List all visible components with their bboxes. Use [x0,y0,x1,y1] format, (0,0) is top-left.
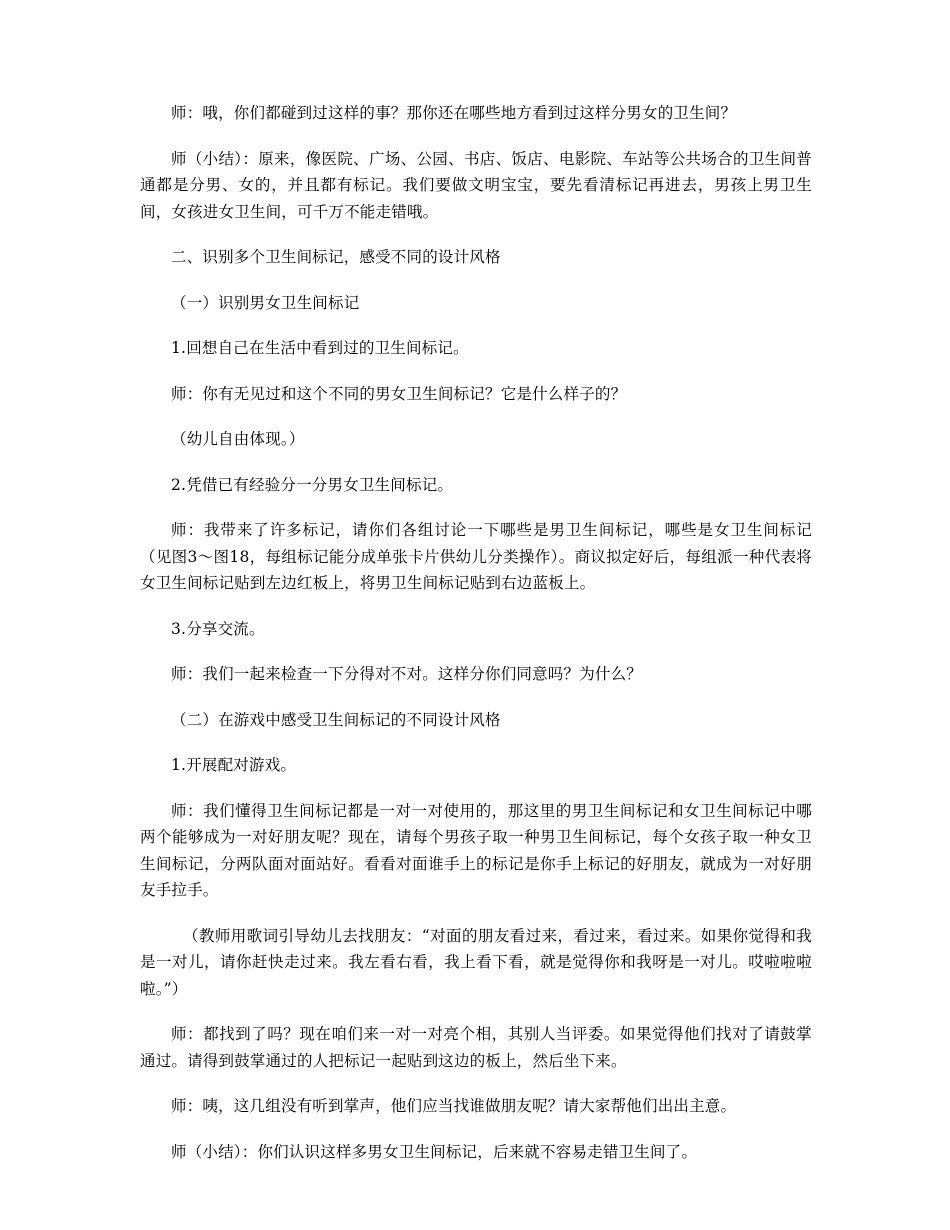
paragraph-teacher-instruction: 师：我带来了许多标记，请你们各组讨论一下哪些是男卫生间标记，哪些是女卫生间标记（见图3～图18，每组标记能分成单张卡片供幼儿分类操作）。商议拟定好后，每组派一种代表将女卫生间标记贴到左边红板上，将男卫生间标记贴到右边蓝板上。 [140,521,812,592]
step-heading: 2.凭借已有经验分一分男女卫生间标记。 [171,475,454,494]
step-heading: 1.回想自己在生活中看到过的卫生间标记。 [171,339,469,357]
paragraph-note: （幼儿自由体现。） [171,430,305,448]
paragraph-teacher-question: 师：你有无见过和这个不同的男女卫生间标记？它是什么样子的？ [171,384,627,403]
paragraph-teacher-instruction: 师：我们懂得卫生间标记都是一对一对使用的，那这里的男卫生间标记和女卫生间标记中哪两个能够成为一对好朋友呢？现在，请每个男孩子取一种男卫生间标记，每个女孩子取一种女卫生间标记，分两队面对面站好。看看对面谁手上的标记是你手上标记的好朋友，就成为一对好朋友手拉手。 [140,801,812,899]
subsection-heading: （二）在游戏中感受卫生间标记的不同设计风格 [171,710,501,729]
paragraph-teacher-instruction: 师：都找到了吗？现在咱们来一对一对亮个相，其别人当评委。如果觉得他们找对了请鼓掌通过。请得到鼓掌通过的人把标记一起贴到这边的板上，然后坐下来。 [140,1025,812,1070]
paragraph-teacher-question: 师：咦，这几组没有听到掌声，他们应当找谁做朋友呢？请大家帮他们出出主意。 [171,1097,737,1115]
step-heading: 1.开展配对游戏。 [171,756,297,774]
section-heading: 二、识别多个卫生间标记，感受不同的设计风格 [171,248,501,266]
subsection-heading: （一）识别男女卫生间标记 [171,293,360,312]
step-heading: 3.分享交流。 [171,619,265,638]
paragraph-teacher-summary: 师（小结）：原来，像医院、广场、公园、书店、饭店、电影院、车站等公共场合的卫生间普通都是分男、女的，并且都有标记。我们要做文明宝宝，要先看清标记再进去，男孩上男卫生间，女孩进女卫生间，可千万不能走错哦。 [140,149,812,221]
document-body [140,100,812,1184]
paragraph-teacher-summary: 师（小结）：你们认识这样多男女卫生间标记，后来就不容易走错卫生间了。 [171,1142,698,1161]
paragraph-teacher-question: 师：我们一起来检查一下分得对不对。这样分你们同意吗？为什么？ [171,665,643,683]
paragraph-teacher-question: 师：哦，你们都碰到过这样的事？那你还在哪些地方看到过这样分男女的卫生间？ [171,104,737,122]
paragraph-song-lyrics: （教师用歌词引导幼儿去找朋友：“对面的朋友看过来，看过来，看过来。如果你觉得和我是一对儿，请你赶快走过来。我左看右看，我上看下看，就是觉得你和我呀是一对儿。哎啦啦啦啦。”） [140,926,812,998]
